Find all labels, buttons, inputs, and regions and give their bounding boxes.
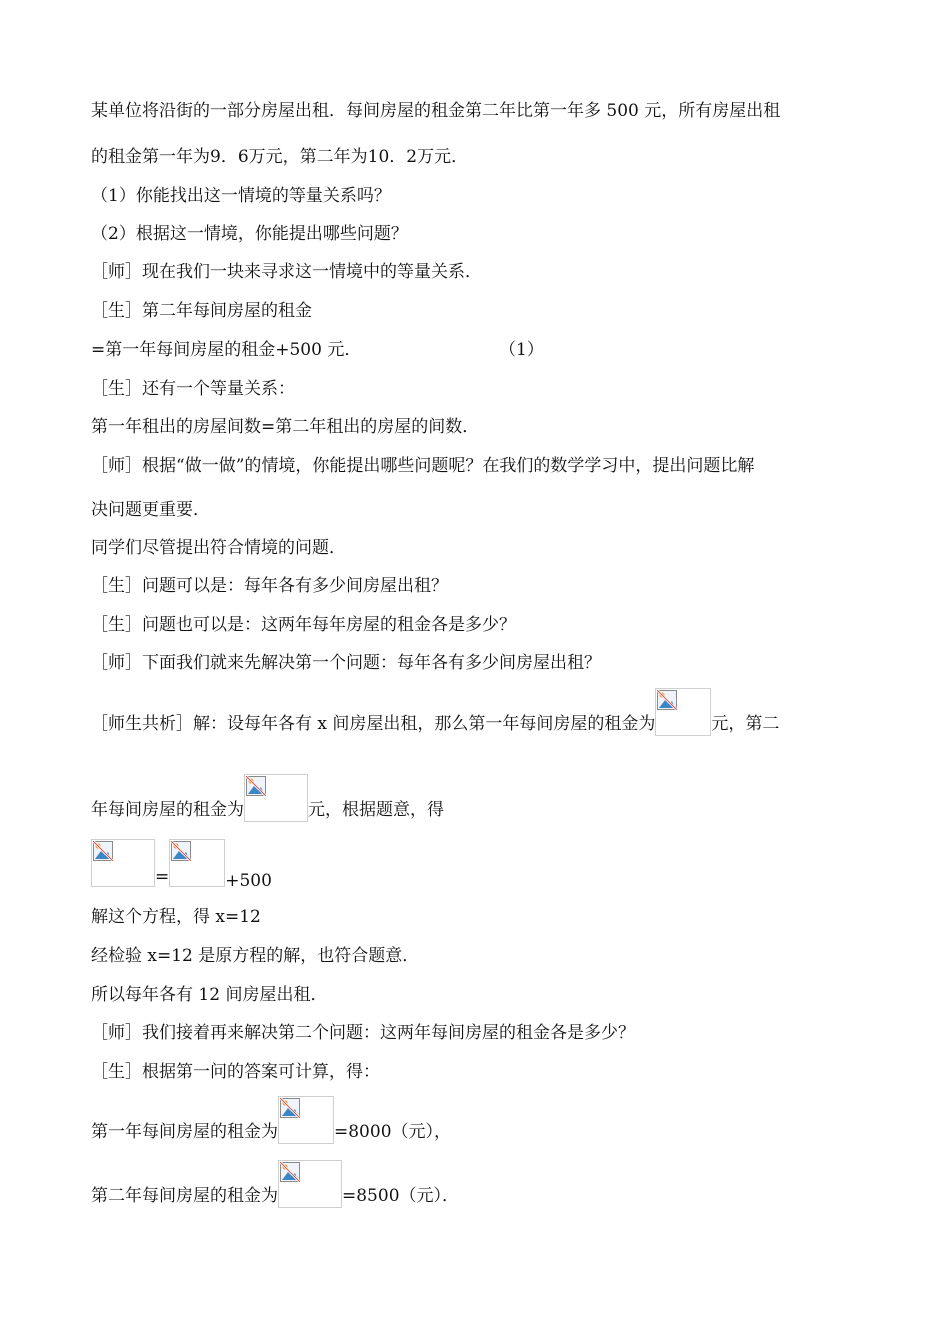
formula-image: [169, 839, 225, 887]
solution-text: 元，第二: [711, 714, 780, 734]
formula-image: [278, 1160, 342, 1208]
paragraph-line: 第一年租出的房屋间数=第二年租出的房屋的间数．: [91, 417, 480, 437]
solution-line: [91, 688, 779, 736]
dialog-line: ［师］下面我们就来先解决第一个问题：每年各有多少间房屋出租？: [91, 653, 601, 673]
paragraph-line: 同学们尽管提出符合情境的问题．: [91, 538, 346, 558]
equation-row: [91, 839, 272, 891]
dialog-line: ［生］问题也可以是：这两年每年房屋的租金各是多少？: [91, 615, 516, 635]
solution-text: 元，根据题意，得: [308, 800, 444, 820]
equals-sign: =: [155, 867, 170, 887]
paragraph-line: 决问题更重要．: [91, 500, 210, 520]
result-text: =8000（元），: [334, 1122, 452, 1142]
equation-line: [91, 339, 791, 361]
result-text: 第二年每间房屋的租金为: [91, 1186, 278, 1206]
paragraph-line: 解这个方程，得 x=12: [91, 907, 261, 927]
paragraph-line: 所以每年各有 12 间房屋出租．: [91, 985, 328, 1005]
formula-image: [278, 1096, 334, 1144]
equation-text: =第一年每间房屋的租金+500 元．: [91, 340, 362, 360]
broken-image-icon: [280, 1162, 300, 1182]
equation-text: +500: [225, 871, 272, 891]
dialog-line: ［生］根据第一问的答案可计算，得：: [91, 1062, 380, 1082]
solution-text: ［师生共析］解：设每年各有 x 间房屋出租，那么第一年每间房屋的租金为: [91, 714, 656, 734]
paragraph-line: 某单位将沿街的一部分房屋出租．每间房屋的租金第二年比第一年多 500 元，所有房屋出租: [91, 101, 781, 121]
dialog-line: ［师］我们接着再来解决第二个问题：这两年每间房屋的租金各是多少？: [91, 1023, 635, 1043]
solution-text: 年每间房屋的租金为: [91, 800, 244, 820]
dialog-line: ［师］根据“做一做”的情境，你能提出哪些问题呢？在我们的数学学习中，提出问题比解: [91, 456, 755, 476]
question-2: （2）根据这一情境，你能提出哪些问题？: [91, 224, 408, 244]
result-line: [91, 1096, 451, 1144]
formula-image: [244, 774, 308, 822]
dialog-line: ［生］还有一个等量关系：: [91, 379, 295, 399]
broken-image-icon: [171, 841, 191, 861]
dialog-line: ［师］现在我们一块来寻求这一情境中的等量关系．: [91, 262, 482, 282]
solution-line: [91, 774, 444, 822]
broken-image-icon: [93, 841, 113, 861]
broken-image-icon: [280, 1098, 300, 1118]
result-text: 第一年每间房屋的租金为: [91, 1122, 278, 1142]
formula-image: [91, 839, 155, 887]
paragraph-line: 的租金第一年为9．6万元，第二年为10．2万元．: [91, 147, 469, 167]
paragraph-line: 经检验 x=12 是原方程的解，也符合题意．: [91, 946, 420, 966]
dialog-line: ［生］问题可以是：每年各有多少间房屋出租？: [91, 576, 448, 596]
broken-image-icon: [657, 690, 677, 710]
broken-image-icon: [246, 776, 266, 796]
question-1: （1）你能找出这一情境的等量关系吗？: [91, 186, 391, 206]
result-text: =8500（元）．: [342, 1186, 460, 1206]
dialog-line: ［生］第二年每间房屋的租金: [91, 301, 312, 321]
equation-number: （1）: [499, 340, 544, 360]
formula-image: [655, 688, 711, 736]
result-line: [91, 1160, 459, 1208]
